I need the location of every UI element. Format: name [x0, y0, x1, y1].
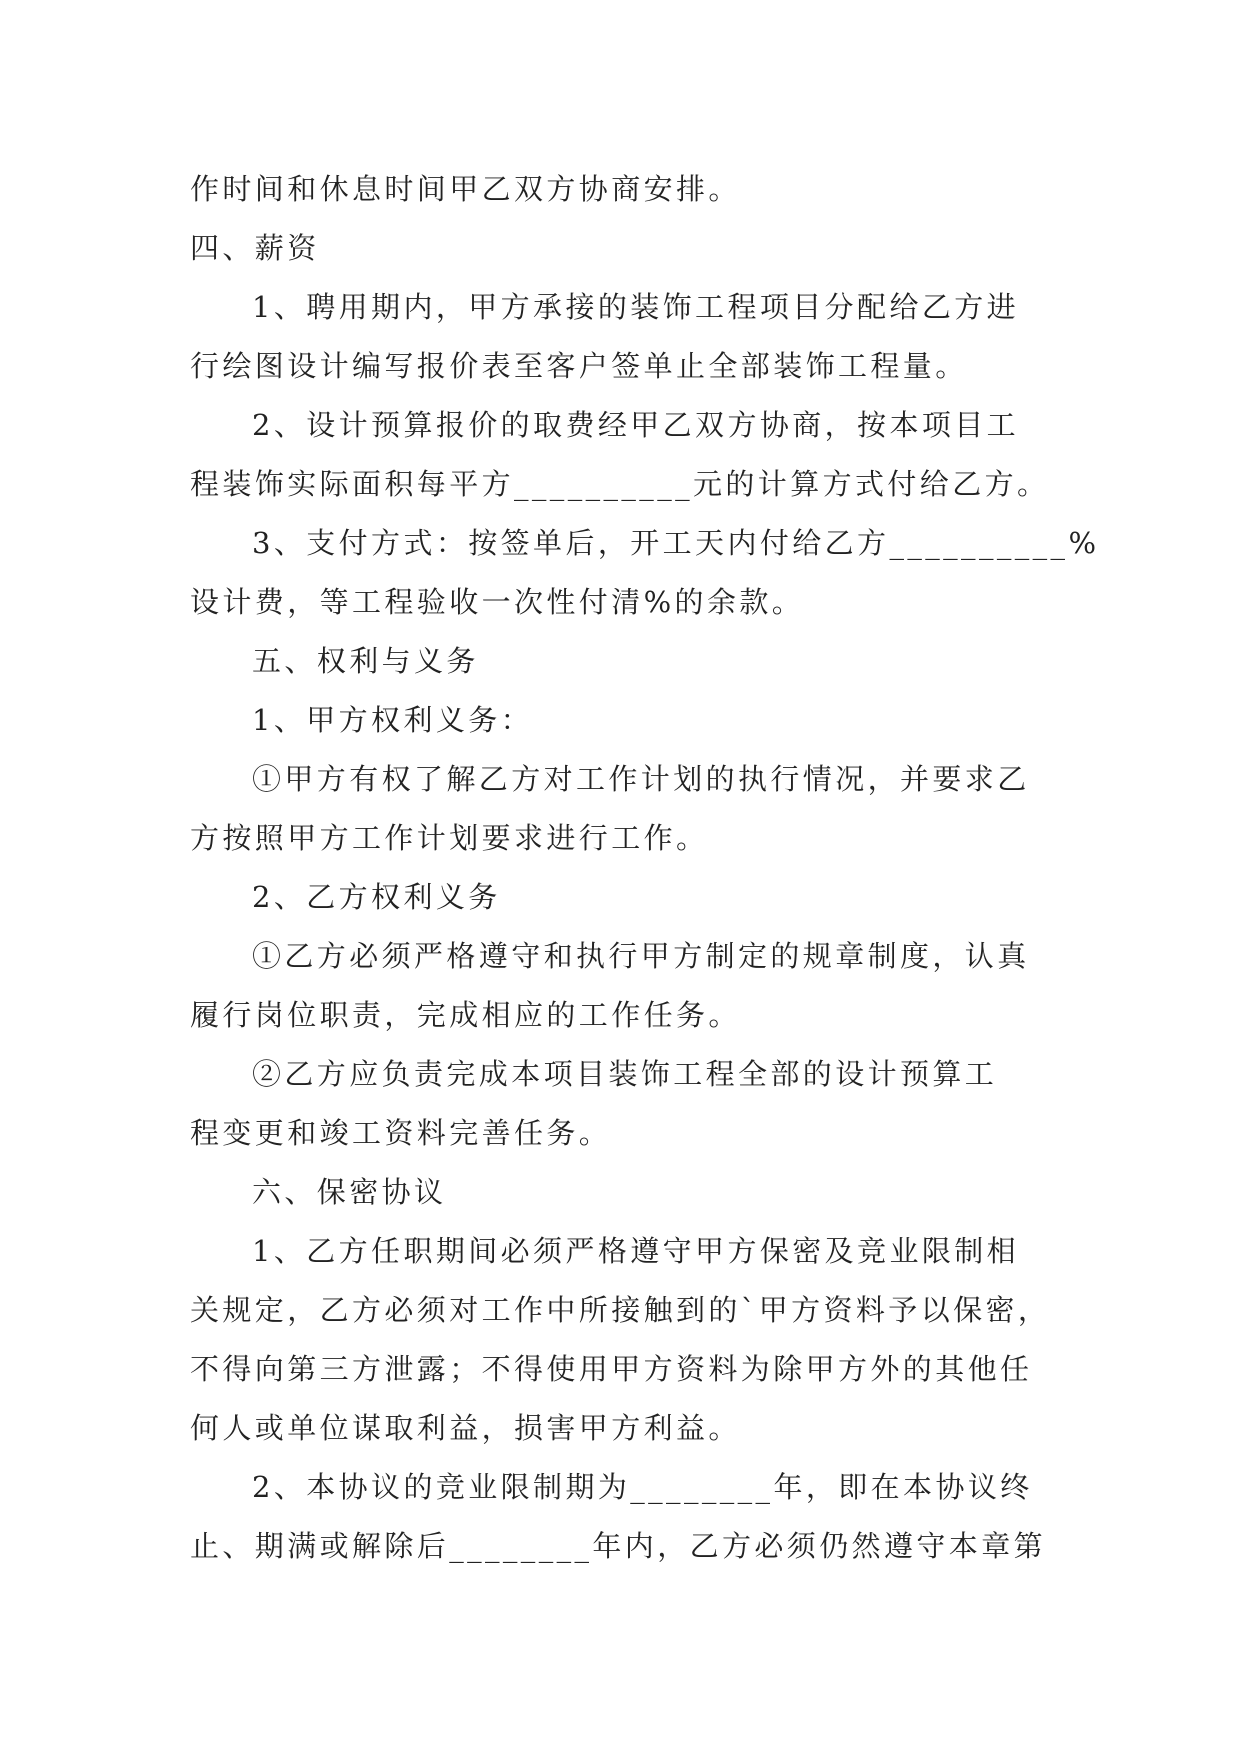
paragraph-line: ②乙方应负责完成本项目装饰工程全部的设计预算工: [252, 1057, 998, 1091]
paragraph-line: 履行岗位职责，完成相应的工作任务。: [190, 998, 741, 1032]
paragraph-line: ①乙方必须严格遵守和执行甲方制定的规章制度，认真: [252, 939, 1030, 973]
section-heading-rights: 五、权利与义务: [252, 644, 479, 678]
section-heading-confidentiality: 六、保密协议: [252, 1175, 447, 1209]
section-heading-salary: 四、薪资: [190, 231, 320, 265]
subsection-heading: 2、乙方权利义务: [252, 880, 501, 914]
paragraph-line: 关规定，乙方必须对工作中所接触到的`甲方资料予以保密，: [190, 1293, 1051, 1327]
document-body: [190, 160, 1100, 1576]
paragraph-line: 程装饰实际面积每平方__________元的计算方式付给乙方。: [190, 467, 1050, 501]
paragraph-line: 方按照甲方工作计划要求进行工作。: [190, 821, 709, 855]
paragraph-line: 1、聘用期内，甲方承接的装饰工程项目分配给乙方进: [252, 290, 1020, 324]
paragraph-line: 程变更和竣工资料完善任务。: [190, 1116, 612, 1150]
paragraph-line: 3、支付方式：按签单后，开工天内付给乙方__________%: [252, 526, 1100, 560]
paragraph-line: 设计费，等工程验收一次性付清%的余款。: [190, 585, 805, 619]
paragraph-line: 2、本协议的竞业限制期为________年，即在本协议终: [252, 1470, 1033, 1504]
paragraph-line: 行绘图设计编写报价表至客户签单止全部装饰工程量。: [190, 349, 968, 383]
paragraph-line: 1、乙方任职期间必须严格遵守甲方保密及竞业限制相: [252, 1234, 1020, 1268]
paragraph-line: 2、设计预算报价的取费经甲乙双方协商，按本项目工: [252, 408, 1020, 442]
paragraph-line: 止、期满或解除后________年内，乙方必须仍然遵守本章第: [190, 1529, 1047, 1563]
paragraph-line: 不得向第三方泄露；不得使用甲方资料为除甲方外的其他任: [190, 1352, 1033, 1386]
paragraph-line: ①甲方有权了解乙方对工作计划的执行情况，并要求乙: [252, 762, 1030, 796]
subsection-heading: 1、甲方权利义务：: [252, 703, 534, 737]
paragraph-line: 作时间和休息时间甲乙双方协商安排。: [190, 172, 741, 206]
paragraph-line: 何人或单位谋取利益，损害甲方利益。: [190, 1411, 741, 1445]
